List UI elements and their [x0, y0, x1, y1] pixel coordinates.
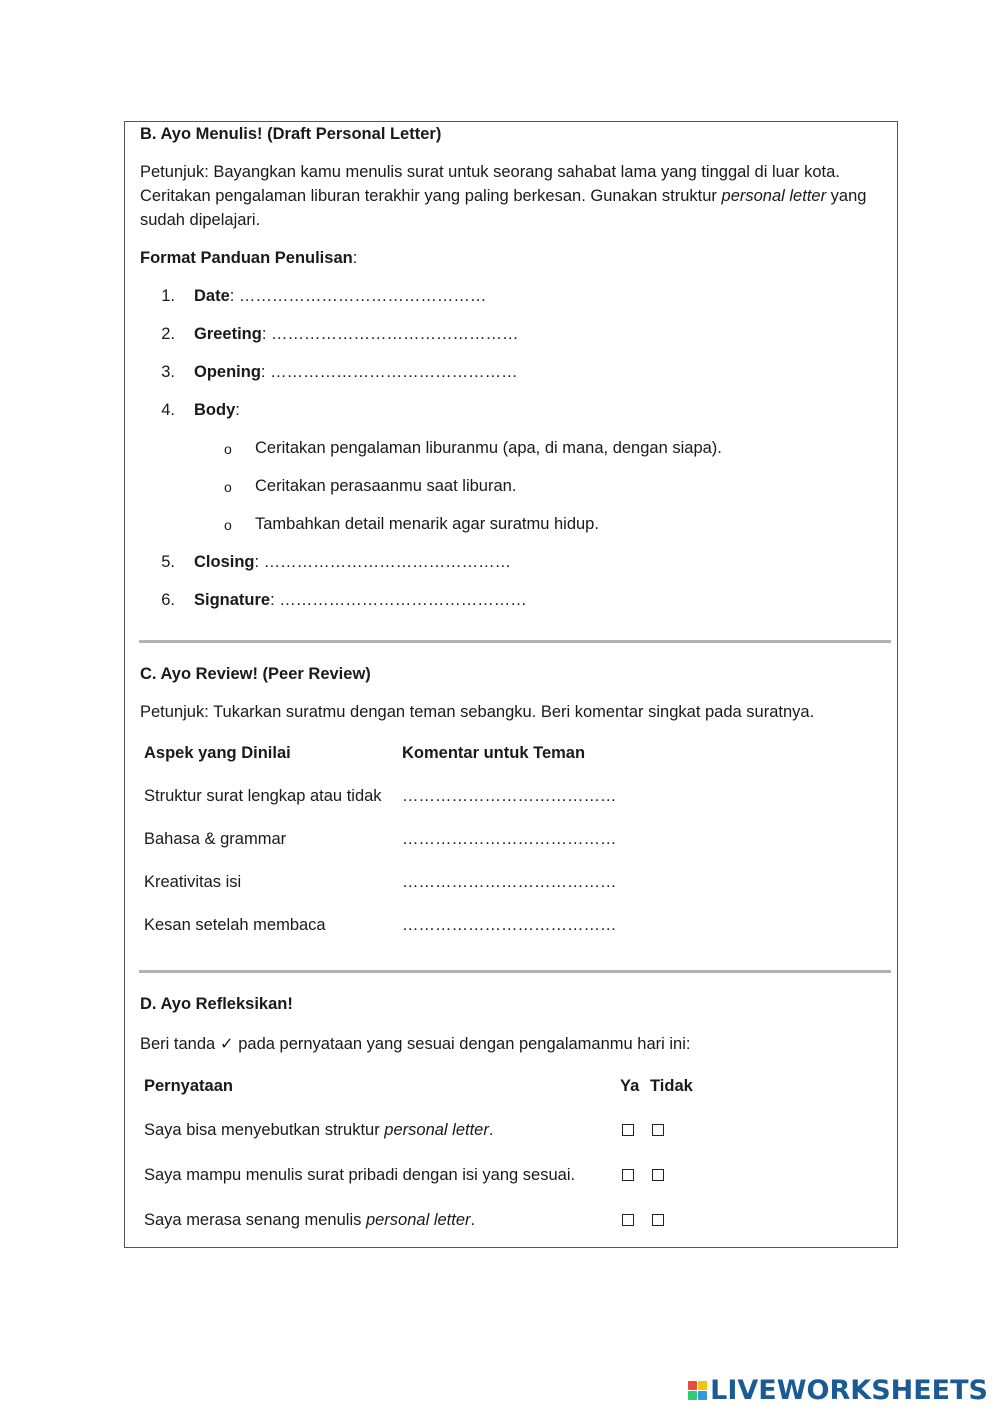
liveworksheets-logo-icon [688, 1381, 707, 1400]
no-checkbox[interactable] [652, 1169, 664, 1181]
reflection-statement: Saya mampu menulis surat pribadi dengan isi yang sesuai. [144, 1166, 576, 1184]
section-b-instruction: Petunjuk: Bayangkan kamu menulis surat untuk seorang sahabat lama yang tinggal di luar kota. Ceritakan pengalaman liburan terakhir yang paling berkesan. Gunakan struktur personal letter yang sudah dipelajari. [140, 163, 867, 229]
section-b-title: B. Ayo Menulis! (Draft Personal Letter) [140, 125, 442, 143]
section-c-title: C. Ayo Review! (Peer Review) [140, 665, 371, 683]
section-d-instruction: Beri tanda ✓ pada pernyataan yang sesuai dengan pengalamanmu hari ini: [140, 1035, 691, 1053]
table-header-no: Tidak [650, 1077, 693, 1095]
review-comment: ………………………………… [402, 787, 617, 805]
review-comment: ………………………………… [402, 873, 617, 891]
table-header-yes: Ya [620, 1077, 640, 1095]
table-header-comment: Komentar untuk Teman [402, 744, 586, 762]
yes-checkbox[interactable] [622, 1124, 634, 1136]
section-d-title: D. Ayo Refleksikan! [140, 995, 293, 1013]
italic-term: personal letter [721, 187, 827, 205]
review-aspect: Struktur surat lengkap atau tidak [144, 787, 382, 805]
table-header-statement: Pernyataan [144, 1077, 233, 1095]
checkmark-icon: ✓ [219, 1035, 234, 1053]
table-header-aspect: Aspek yang Dinilai [144, 744, 291, 762]
review-comment: ………………………………… [402, 916, 617, 934]
bullet-icon: o [224, 441, 232, 457]
section-divider [139, 640, 891, 643]
worksheet-frame: B. Ayo Menulis! (Draft Personal Letter) Petunjuk: Bayangkan kamu menulis surat untuk seorang sahabat lama yang tinggal di luar kota. Ceritakan pengalaman liburan terakhir yang paling berkesan. Gunakan struktur personal letter yang sudah dipelajari. Format Panduan Penulisan: 1. Date: ……………………………………… 2. Greeting: ……………………………………… 3. Opening: ……………………………………… 4. Body: o Ceritakan pengalaman liburanmu (apa, di mana, dengan siapa). o Ceritakan perasaanmu saat liburan. o Tambahkan detail menarik agar suratmu hidup. 5. Closing: ……………………………………… 6. Signature: ……………………………………… C. Ayo Review! (Peer Review) Petunjuk: Tukarkan suratmu dengan teman sebangku. Beri komentar singkat pada suratnya. Aspek yang Dinilai Komentar untuk Teman Struktur surat lengkap atau tidak ………………………………… Bahasa & grammar ………………………………… Kreativitas isi ………………………………… Kesan setelah membaca ………………………………… D. Ayo Refleksikan! Beri tanda ✓ pada pernyataan yang sesuai dengan pengalamanmu hari ini: Pernyataan Ya Tidak Saya bisa menyebutkan struktur personal letter. Saya mampu menulis surat pribadi dengan isi yang sesuai. Saya merasa senang menulis personal letter. [124, 121, 898, 1248]
bullet-icon: o [224, 517, 232, 533]
no-checkbox[interactable] [652, 1124, 664, 1136]
review-aspect: Kesan setelah membaca [144, 916, 326, 934]
yes-checkbox[interactable] [622, 1169, 634, 1181]
format-heading: Format Panduan Penulisan: [140, 249, 358, 267]
review-aspect: Kreativitas isi [144, 873, 242, 891]
section-divider [139, 970, 891, 973]
watermark-text: LIVEWORKSHEETS [710, 1375, 988, 1406]
reflection-statement: Saya bisa menyebutkan struktur personal letter. [144, 1121, 494, 1139]
section-c-instruction: Petunjuk: Tukarkan suratmu dengan teman sebangku. Beri komentar singkat pada suratnya. [140, 703, 815, 721]
reflection-statement: Saya merasa senang menulis personal letter. [144, 1211, 476, 1229]
review-aspect: Bahasa & grammar [144, 830, 287, 848]
yes-checkbox[interactable] [622, 1214, 634, 1226]
review-comment: ………………………………… [402, 830, 617, 848]
bullet-icon: o [224, 479, 232, 495]
liveworksheets-watermark [688, 1375, 988, 1406]
no-checkbox[interactable] [652, 1214, 664, 1226]
